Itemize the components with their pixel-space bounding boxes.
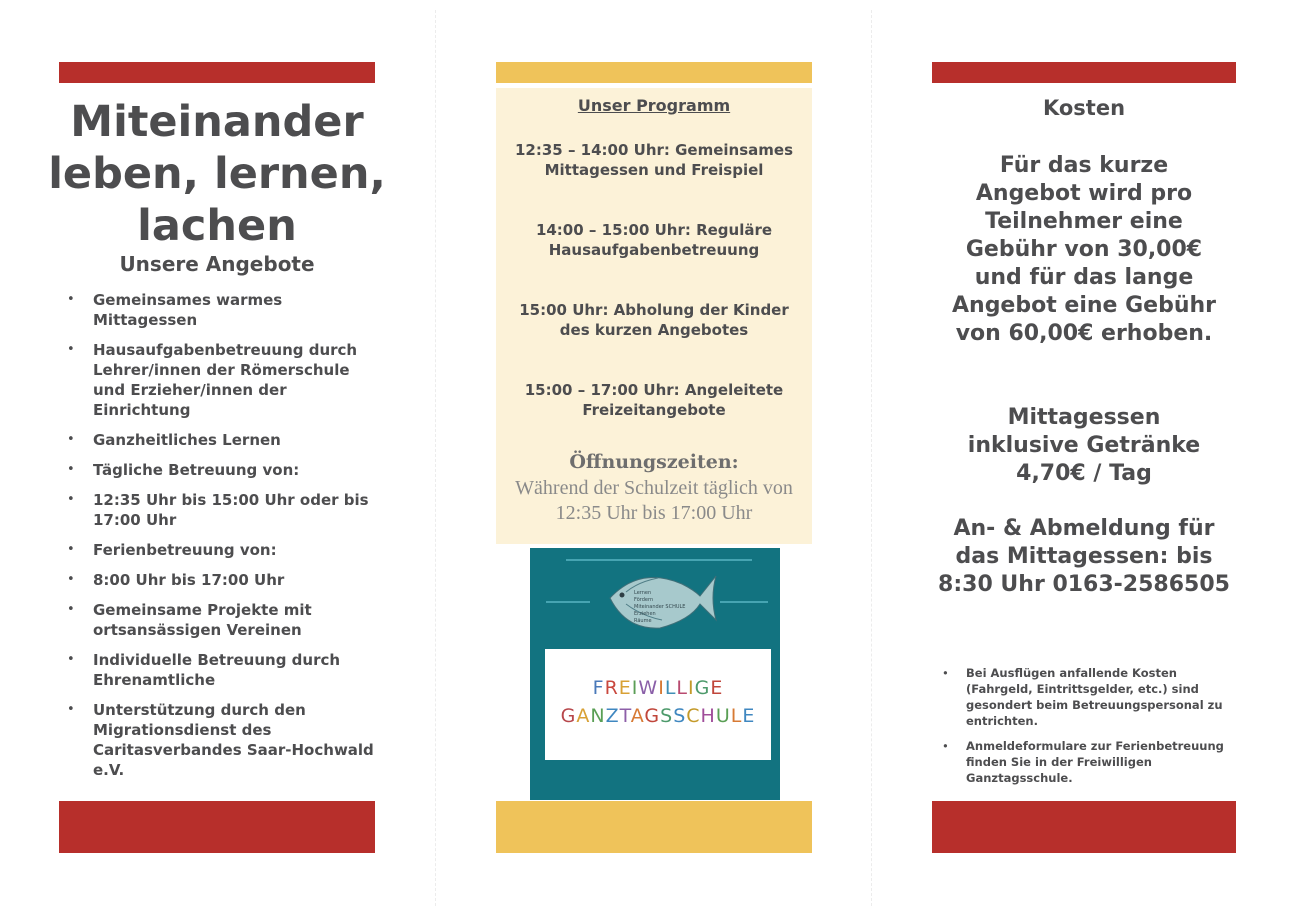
school-logo: [545, 649, 771, 760]
list-item: • Tägliche Betreuung von:: [67, 461, 300, 479]
list-item: • Gemeinsame Projekte mit ortsansässigen Vereinen: [67, 601, 312, 639]
opening-hours-text: Während der Schulzeit täglich von 12:35 Uhr bis 17:00 Uhr: [515, 477, 793, 524]
fold-line-left: [435, 10, 436, 906]
right-bottom-bar: [932, 801, 1236, 853]
program-title: Unser Programm: [577, 96, 731, 115]
list-item: • Ferienbetreuung von:: [67, 541, 277, 559]
logo-line-1: FREIWILLIGE: [592, 677, 724, 699]
list-item: • Bei Ausflügen anfallende Kosten (Fahrgeld, Eintrittsgelder, etc.) sind gesondert beim Betreuungspersonal zu entrichten.: [942, 666, 1223, 728]
list-item: • 12:35 Uhr bis 15:00 Uhr oder bis 17:00 Uhr: [67, 491, 369, 529]
svg-text:Fördern: Fördern: [634, 597, 654, 603]
logo-line-2: GANZTAGSSCHULE: [560, 705, 756, 727]
program-item: 12:35 – 14:00 Uhr: Gemeinsames Mittagessen und Freispiel: [514, 141, 794, 179]
offers-heading: Unsere Angebote: [119, 252, 315, 276]
list-item: • 8:00 Uhr bis 17:00 Uhr: [67, 571, 285, 589]
svg-text:Erziehen: Erziehen: [634, 611, 656, 617]
fish-logo-icon: [530, 548, 780, 648]
left-title: Miteinander leben, lernen, lachen: [48, 97, 386, 251]
list-item: • Individuelle Betreuung durch Ehrenamtliche: [67, 651, 341, 689]
left-top-bar: [59, 62, 375, 83]
svg-text:Miteinander SCHULE: Miteinander SCHULE: [634, 604, 686, 610]
middle-top-bar: [496, 62, 812, 83]
notes-list: [940, 665, 1230, 795]
left-bottom-bar: [59, 801, 375, 853]
list-item: • Gemeinsames warmes Mittagessen: [67, 291, 283, 329]
costs-title: Kosten: [1042, 96, 1126, 120]
costs-text: Für das kurze Angebot wird pro Teilnehmer eine Gebühr von 30,00€ und für das lange Angebot eine Gebühr von 60,00€ erhoben.: [952, 153, 1216, 346]
svg-text:Lernen: Lernen: [634, 590, 652, 596]
fold-line-right: [871, 10, 872, 906]
list-item: • Ganzheitliches Lernen: [67, 431, 281, 449]
offers-list: [64, 290, 374, 790]
right-top-bar: [932, 62, 1236, 83]
program-item: 15:00 – 17:00 Uhr: Angeleitete Freizeitangebote: [524, 381, 784, 419]
list-item: • Anmeldeformulare zur Ferienbetreuung finden Sie in der Freiwilligen Ganztagsschule.: [942, 739, 1224, 785]
signup-text: An- & Abmeldung für das Mittagessen: bis 8:30 Uhr 0163-2586505: [938, 516, 1230, 597]
opening-hours-title: Öffnungszeiten:: [569, 451, 739, 473]
program-item: 15:00 Uhr: Abholung der Kinder des kurzen Angebotes: [519, 301, 789, 339]
middle-bottom-bar: [496, 801, 812, 853]
meal-text: Mittagessen inklusive Getränke 4,70€ / Tag: [967, 405, 1201, 486]
svg-text:Räume: Räume: [634, 618, 652, 624]
list-item: • Unterstützung durch den Migrationsdienst des Caritasverbandes Saar-Hochwald e.V.: [67, 701, 374, 779]
list-item: • Hausaufgabenbetreuung durch Lehrer/innen der Römerschule und Erzieher/innen der Einrichtung: [67, 341, 358, 419]
program-item: 14:00 – 15:00 Uhr: Reguläre Hausaufgabenbetreuung: [535, 221, 773, 259]
